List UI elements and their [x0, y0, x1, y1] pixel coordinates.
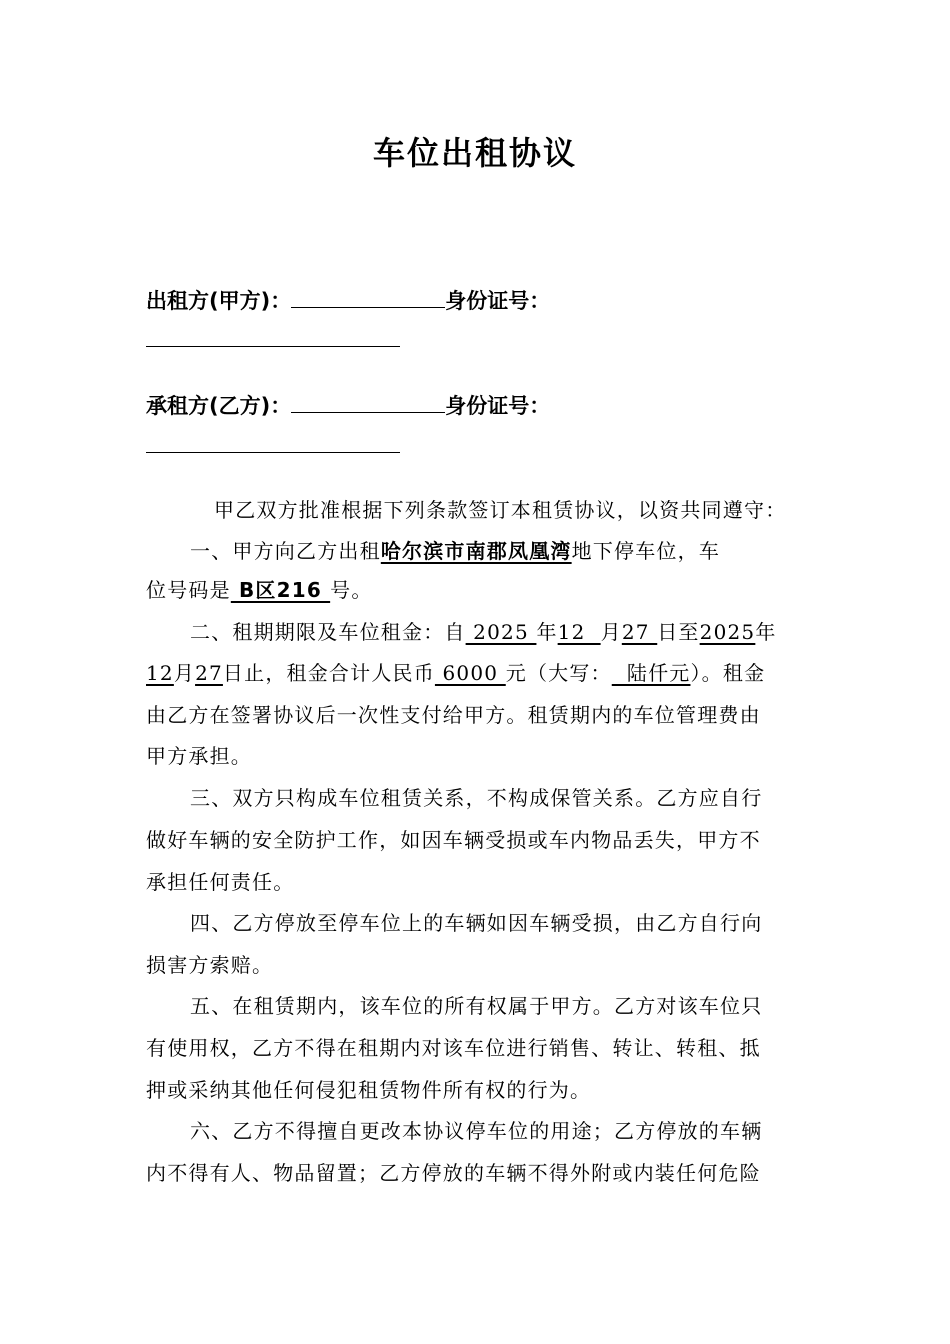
lessor-name-blank — [291, 285, 445, 308]
month-unit: 月 — [600, 620, 622, 644]
clause-1-text-d: 号。 — [330, 578, 373, 602]
clause-3-line-1: 三、双方只构成车位租赁关系，不构成保管关系。乙方应自行 — [190, 786, 763, 810]
month-unit-2: 月 — [173, 661, 196, 685]
document-title: 车位出租协议 — [372, 134, 577, 172]
year-unit: 年 — [536, 620, 558, 644]
clause-2-line-4: 甲方承担。 — [146, 744, 252, 768]
start-day: 27 — [621, 620, 658, 644]
clause-1-text-b: 地下停车位，车 — [571, 539, 721, 563]
day-to: 日至 — [657, 620, 700, 644]
clause-2-text-d: ）。租金 — [690, 661, 766, 685]
clause-2-line-2 — [146, 657, 765, 686]
clause-3-line-3: 承担任何责任。 — [146, 870, 295, 894]
clause-1-text-a: 一、甲方向乙方出租 — [190, 539, 381, 563]
lessee-label: 承租方(乙方)： — [146, 394, 292, 418]
clause-2-text-b: 日止，租金合计人民币 — [222, 661, 435, 685]
lessor-row — [146, 285, 550, 315]
lessor-label: 出租方(甲方)： — [146, 289, 292, 313]
parking-location: 哈尔滨市南郡凤凰湾 — [380, 539, 572, 563]
clause-5-line-1: 五、在租赁期内，该车位的所有权属于甲方。乙方对该车位只 — [190, 994, 763, 1018]
rent-amount-words: 陆仟元 — [611, 661, 691, 685]
clause-2-line-3: 由乙方在签署协议后一次性支付给甲方。租赁期内的车位管理费由 — [146, 703, 761, 727]
clause-5-line-3: 押或采纳其他任何侵犯租赁物件所有权的行为。 — [146, 1078, 592, 1102]
clause-1-line-1 — [190, 535, 720, 564]
parking-spot-number: B区216 — [230, 578, 331, 602]
clause-5-line-2: 有使用权，乙方不得在租期内对该车位进行销售、转让、转租、抵 — [146, 1036, 761, 1060]
end-day: 27 — [195, 661, 223, 685]
end-month: 12 — [146, 661, 174, 685]
lessee-id-label: 身份证号： — [445, 394, 551, 418]
end-year: 2025 — [699, 620, 756, 644]
lessee-name-blank — [291, 390, 445, 413]
lessor-id-blank — [146, 346, 400, 347]
intro-text: 甲乙双方批准根据下列条款签订本租赁协议，以资共同遵守： — [214, 498, 787, 522]
lessor-id-label: 身份证号： — [445, 289, 551, 313]
clause-2-text-a: 二、租期期限及车位租金：自 — [190, 620, 466, 644]
clause-1-text-c: 位号码是 — [146, 578, 231, 602]
clause-6-line-1: 六、乙方不得擅自更改本协议停车位的用途；乙方停放的车辆 — [190, 1119, 763, 1143]
rent-amount: 6000 — [434, 661, 506, 685]
lessee-id-blank — [146, 452, 400, 453]
clause-1-line-2 — [146, 574, 373, 603]
start-month: 12 — [557, 620, 601, 644]
start-year: 2025 — [465, 620, 537, 644]
clause-3-line-2: 做好车辆的安全防护工作，如因车辆受损或车内物品丢失，甲方不 — [146, 828, 761, 852]
clause-4-line-1: 四、乙方停放至停车位上的车辆如因车辆受损，由乙方自行向 — [190, 911, 763, 935]
clause-2-text-c: 元（大写： — [505, 661, 612, 685]
clause-2-line-1 — [190, 616, 777, 645]
year-unit-2: 年 — [755, 620, 777, 644]
lessee-row — [146, 390, 550, 420]
clause-6-line-2: 内不得有人、物品留置；乙方停放的车辆不得外附或内装任何危险 — [146, 1161, 761, 1185]
clause-4-line-2: 损害方索赔。 — [146, 953, 274, 977]
